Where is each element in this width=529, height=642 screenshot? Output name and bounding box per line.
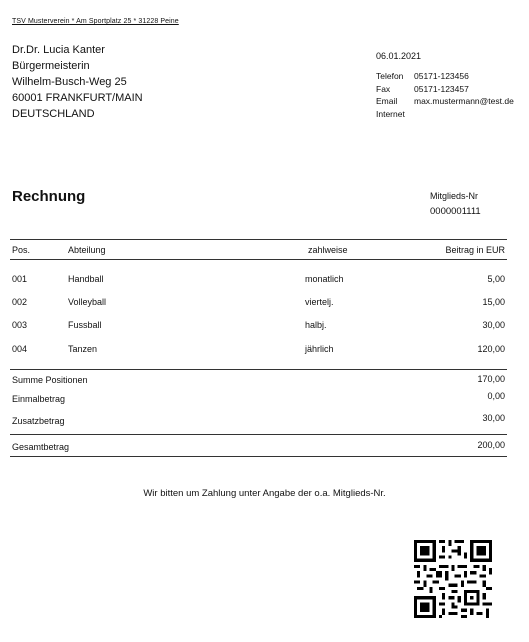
total-top-rule <box>10 434 507 435</box>
extra-amount-label: Zusatzbetrag <box>12 416 65 426</box>
contact-phone-label: Telefon <box>376 71 404 81</box>
row-department: Handball <box>68 274 104 284</box>
recipient-street: Wilhelm-Busch-Weg 25 <box>12 76 127 88</box>
total-bottom-rule <box>10 456 507 457</box>
sum-positions-value: 170,00 <box>477 374 505 384</box>
invoice-date: 06.01.2021 <box>376 51 422 61</box>
contact-email[interactable]: max.mustermann@test.de <box>414 96 514 106</box>
contact-email-label: Email <box>376 96 398 106</box>
page-title: Rechnung <box>12 188 86 205</box>
row-payment: viertelj. <box>305 297 334 307</box>
header-amount: Beitrag in EUR <box>445 245 505 255</box>
header-pos: Pos. <box>12 245 31 255</box>
row-pos: 003 <box>12 320 28 330</box>
table-top-rule <box>10 239 507 240</box>
contact-block <box>376 70 528 120</box>
sender-line: TSV Musterverein * Am Sportplatz 25 * 31228 Peine <box>12 18 179 25</box>
recipient-country: DEUTSCHLAND <box>12 108 95 120</box>
row-amount: 5,00 <box>487 274 505 284</box>
extra-amount-value: 30,00 <box>482 413 505 423</box>
contact-email-row <box>376 95 528 108</box>
sum-positions-label: Summe Positionen <box>12 375 88 385</box>
total-amount-label: Gesamtbetrag <box>12 442 70 452</box>
contact-internet-row <box>376 108 528 121</box>
row-department: Volleyball <box>68 297 107 307</box>
member-number: 0000001111 <box>430 206 481 217</box>
contact-internet-label: Internet <box>376 108 405 119</box>
qr-code-icon <box>414 540 492 618</box>
recipient-title: Bürgermeisterin <box>12 60 90 72</box>
table-header-rule <box>10 259 507 260</box>
row-pos: 004 <box>12 344 28 354</box>
header-department: Abteilung <box>68 245 106 255</box>
header-payment: zahlweise <box>308 245 348 255</box>
member-number-label: Mitglieds-Nr <box>430 191 479 201</box>
row-payment: halbj. <box>305 320 327 330</box>
row-pos: 002 <box>12 297 28 307</box>
onetime-amount-label: Einmalbetrag <box>12 394 66 404</box>
recipient-name: Dr.Dr. Lucia Kanter <box>12 44 105 56</box>
row-payment: monatlich <box>305 274 344 284</box>
contact-fax: 05171-123457 <box>414 83 469 94</box>
row-department: Tanzen <box>68 344 98 354</box>
recipient-city: 60001 FRANKFURT/MAIN <box>12 92 143 104</box>
row-payment: jährlich <box>305 344 334 354</box>
onetime-amount-value: 0,00 <box>487 391 505 401</box>
contact-phone: 05171-123456 <box>414 71 469 81</box>
contact-fax-row <box>376 83 528 96</box>
row-amount: 30,00 <box>482 320 505 330</box>
recipient-address <box>12 42 143 122</box>
contact-fax-label: Fax <box>376 83 391 94</box>
summary-top-rule <box>10 369 507 370</box>
row-department: Fussball <box>68 320 102 330</box>
row-amount: 120,00 <box>477 344 505 354</box>
payment-note: Wir bitten um Zahlung unter Angabe der o.a. Mitglieds-Nr. <box>143 488 386 499</box>
row-amount: 15,00 <box>482 297 505 307</box>
total-amount-value: 200,00 <box>477 440 505 450</box>
contact-phone-row <box>376 70 528 83</box>
row-pos: 001 <box>12 274 28 284</box>
